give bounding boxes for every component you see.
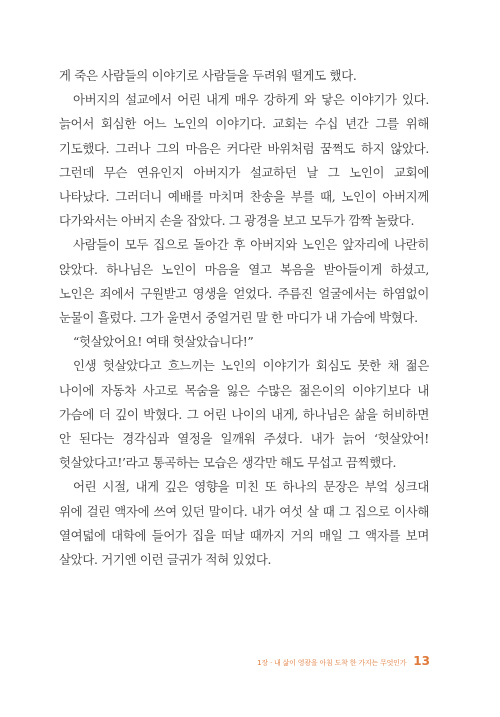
running-footer-chapter: 1장 · 내 삶이 영광을 아침 도착 한 가지는 무엇인가 (257, 659, 407, 667)
page-footer (257, 654, 430, 668)
paragraph: 어린 시절, 내게 깊은 영향을 미친 또 하나의 문장은 부엌 싱크대 위에 걸린 액자에 쓰여 있던 말이다. 내가 여섯 살 때 그 집으로 이사해 열여덟에 대학에 들어가 집을 떠날 때까지 거의 매일 그 액자를 보며 살았다. 거기엔 이런 글귀가 적혀 있었다. (59, 479, 429, 568)
paragraph: 게 죽은 사람들의 이야기로 사람들을 두려워 떨게도 했다. (59, 68, 357, 83)
paragraph: 아버지의 설교에서 어린 내게 매우 강하게 와 닿은 이야기가 있다. 늙어서 회심한 어느 노인의 이야기다. 교회는 수십 년간 그를 위해 기도했다. 그러나 그의 마음은 커다란 바위처럼 꿈쩍도 하지 않았다. 그런데 무슨 연유인지 아버지가 설교하던 날 그 노인이 교회에 나타났다. 그러더니 예배를 마치며 찬송을 부를 때, 노인이 아버지께 다가와서는 아버지 손을 잡았다. 그 광경을 보고 모두가 깜짝 놀랐다. (59, 92, 429, 229)
quote-paragraph: “헛살았어요! 여태 헛살았습니다!” (73, 334, 254, 350)
body-text (59, 64, 429, 572)
paragraph: 인생 헛살았다고 흐느끼는 노인의 이야기가 회심도 못한 채 젊은 나이에 자동차 사고로 목숨을 잃은 수많은 젊은이의 이야기보다 내 가슴에 더 깊이 박혔다. 그 어린 나이의 내게, 하나님은 삶을 허비하면 안 된다는 경각심과 열정을 일깨워 주셨다. 내가 늙어 ‘헛살았어! 헛살았다고!’라고 통곡하는 모습은 생각만 해도 무섭고 끔찍했다. (59, 358, 429, 471)
page-number: 13 (413, 654, 430, 668)
paragraph: 사람들이 모두 집으로 돌아간 후 아버지와 노인은 앞자리에 나란히 앉았다. 하나님은 노인이 마음을 열고 복음을 받아들이게 하셨고, 노인은 죄에서 구원받고 영생을 얻었다. 주름진 얼굴에서는 하염없이 눈물이 흘렀다. 그가 울면서 중얼거린 말 한 마디가 내 가슴에 박혔다. (59, 237, 429, 326)
